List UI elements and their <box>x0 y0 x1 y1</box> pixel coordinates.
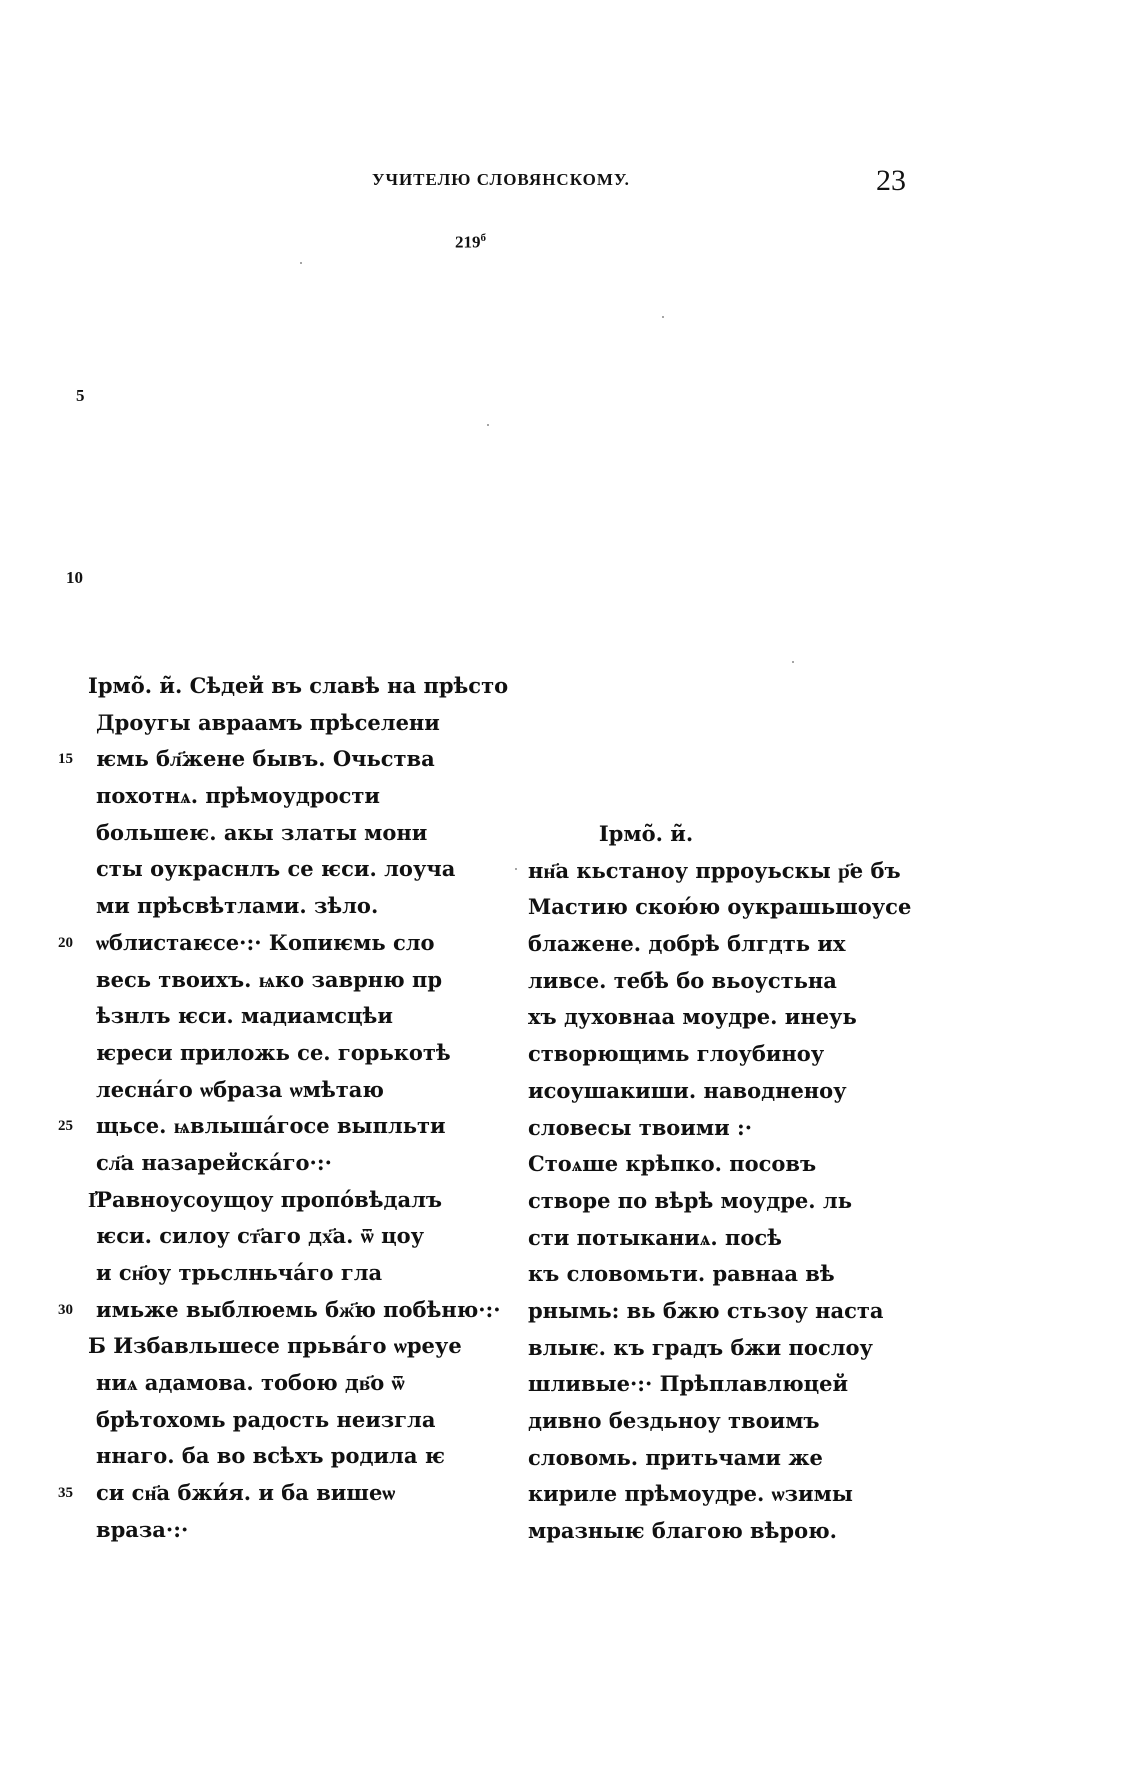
text-line: словесы твоими :· <box>528 1114 753 1140</box>
text-line: сти потыканиѧ. посѣ <box>528 1224 782 1250</box>
text-line <box>88 1182 498 1219</box>
text-line <box>58 741 498 778</box>
scan-speck <box>792 661 794 663</box>
text-line <box>88 1072 498 1109</box>
text-line <box>88 1218 498 1255</box>
line-number: 35 <box>58 1485 73 1502</box>
line-text: лесна́го ѡбраза ѡмѣтаю <box>96 1076 384 1102</box>
margin-line-number: 5 <box>76 386 85 405</box>
folio-marker <box>455 232 486 253</box>
text-line <box>88 668 509 705</box>
text-line <box>88 1402 498 1439</box>
text-line: къ словомьти. равнаа вѣ <box>528 1261 835 1287</box>
folio-side: б <box>480 232 486 244</box>
line-text: весь твоихъ. ѩко заврню пр <box>96 966 443 992</box>
line-text: похотнѧ. прѣмоудрости <box>96 783 380 809</box>
line-text: сты оукраснлъ се ѥси. лоуча <box>96 856 456 882</box>
text-line <box>58 925 498 962</box>
text-line: створе по вѣрѣ моудре. ль <box>528 1187 852 1213</box>
text-line <box>88 998 498 1035</box>
line-number: 20 <box>58 934 73 951</box>
line-text: и сн҃оу трьслньча́го гла <box>96 1260 383 1285</box>
section-heading: Ірмо̃. и̃. <box>598 821 694 846</box>
scan-speck <box>515 868 517 870</box>
text-line <box>88 1438 498 1475</box>
text-line <box>88 1145 498 1182</box>
text-line: дивно бездьноу твоимъ <box>528 1408 820 1433</box>
text-line <box>88 705 498 742</box>
text-line <box>88 1035 498 1072</box>
text-line <box>88 888 498 925</box>
text-line <box>58 1108 498 1145</box>
line-number: 15 <box>58 751 73 768</box>
running-header-title: УЧИТЕЛЮ СЛОВЯНСКОМУ. <box>372 170 630 189</box>
text-line: блажене. добрѣ блгдть их <box>528 931 846 957</box>
text-line: створющимь глоубиноу <box>528 1041 825 1067</box>
line-text: щьсе. ѩвлыша́госе выпльти <box>96 1113 446 1139</box>
line-text: брѣтохомь радость неизгла <box>96 1406 436 1432</box>
text-line <box>88 962 498 999</box>
text-line: нн҃а кьстаноу прроуьскы р҃е бъ <box>528 857 901 883</box>
text-line: Стоѧше крѣпко. посовъ <box>528 1151 817 1177</box>
line-text: большеѥ. акы златы мони <box>96 819 428 845</box>
scan-speck <box>300 262 302 264</box>
text-line <box>88 851 498 888</box>
line-text: сл҃а назарейска́го·:· <box>96 1149 332 1175</box>
page-number: 23 <box>876 164 906 197</box>
text-line <box>58 1475 498 1512</box>
scan-speck <box>487 424 489 426</box>
line-text: враза·:· <box>96 1516 189 1542</box>
text-line: кириле прѣмоудре. ѡзимы <box>528 1481 853 1507</box>
text-line: влыѥ. къ градъ бжи послоу <box>528 1334 873 1360</box>
text-line <box>88 815 498 852</box>
text-line: рнымь: вь бжю стьзоу наста <box>528 1297 884 1323</box>
line-number: 30 <box>58 1301 73 1318</box>
line-text: ѥреси приложь се. горькотѣ <box>96 1039 451 1065</box>
line-text: ѥси. силоу ст҃аго дх҃а. ѿ цоу <box>96 1223 425 1249</box>
margin-line-number: 10 <box>66 568 83 587</box>
text-line <box>88 778 498 815</box>
scan-speck <box>662 316 664 318</box>
line-text: ми прѣсвѣтлами. зѣло. <box>96 893 379 919</box>
line-text: Ірмо̃. и̃. Сѣдей въ славѣ на прѣсто <box>88 673 509 698</box>
line-text: Дроугы авраамъ прѣселени <box>96 709 440 735</box>
text-line: хъ духовнаа моудре. инеуь <box>528 1004 857 1030</box>
right-column-text <box>528 816 912 1550</box>
line-number: 25 <box>58 1118 73 1135</box>
text-line: ливсе. тебѣ бо вьоустьна <box>528 967 837 993</box>
folio-number: 219 <box>455 232 481 252</box>
line-text: ннаго. ба во всѣхъ родила ѥ <box>96 1443 445 1469</box>
text-line <box>88 1512 498 1549</box>
text-line <box>58 1292 501 1329</box>
text-line <box>88 1365 498 1402</box>
text-line: исоушакиши. наводненоу <box>528 1077 847 1103</box>
line-text: ѥмь бл҃жене бывъ. Очьства <box>96 746 435 772</box>
text-line: шливые·:· Прѣплавлюцей <box>528 1371 849 1397</box>
left-column-text <box>58 668 509 1549</box>
line-text: имьже выблюемь бж҃ю побѣню·:· <box>96 1296 501 1322</box>
text-line <box>88 1328 498 1365</box>
line-text: ѣзнлъ ѥси. мадиамсцѣи <box>96 1003 393 1029</box>
text-line: мразныѥ благою вѣрою. <box>528 1518 837 1544</box>
text-line: словомь. притьчами же <box>528 1444 823 1470</box>
line-text: си сн҃а бжи́я. и ба вишеѡ <box>96 1480 396 1506</box>
line-text: Б Избавльшесе прьва́го ѡреуе <box>88 1333 462 1359</box>
text-line <box>88 1255 498 1292</box>
text-line: Мастию скою́ю оукрашьшоусе <box>528 894 912 920</box>
line-text: І҆Равноусоущоу пропо́вѣдалъ <box>88 1186 443 1212</box>
line-text: ѡблистаѥсе·:· Копиѥмь сло <box>96 929 435 955</box>
line-text: ниѧ адамова. тобою дв҃о ѿ <box>96 1370 405 1396</box>
